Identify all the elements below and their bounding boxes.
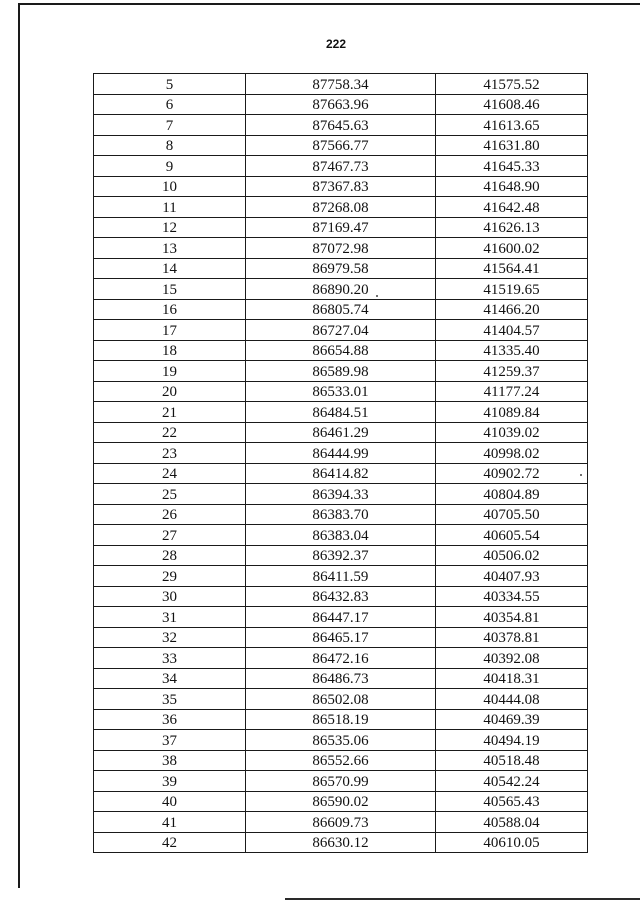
point-number-cell: 8: [94, 135, 246, 156]
table-row: [94, 361, 588, 382]
x-coordinate-cell: 86609.73: [246, 812, 436, 833]
x-coordinate-cell: 86447.17: [246, 607, 436, 628]
y-coordinate-cell: 40998.02: [436, 443, 588, 464]
x-coordinate-cell: 86432.83: [246, 586, 436, 607]
y-coordinate-cell: 41575.52: [436, 74, 588, 95]
point-number-cell: 9: [94, 156, 246, 177]
point-number-cell: 42: [94, 832, 246, 853]
x-coordinate-cell: 86589.98: [246, 361, 436, 382]
y-coordinate-cell: 41177.24: [436, 381, 588, 402]
point-number-cell: 25: [94, 484, 246, 505]
table-row: [94, 422, 588, 443]
table-row: [94, 156, 588, 177]
y-coordinate-cell: 40494.19: [436, 730, 588, 751]
table-row: [94, 279, 588, 300]
y-coordinate-cell: 41466.20: [436, 299, 588, 320]
table-row: [94, 320, 588, 341]
x-coordinate-cell: 86654.88: [246, 340, 436, 361]
y-coordinate-cell: 40354.81: [436, 607, 588, 628]
x-coordinate-cell: 86630.12: [246, 832, 436, 853]
x-coordinate-cell: 86484.51: [246, 402, 436, 423]
point-number-cell: 23: [94, 443, 246, 464]
table-row: [94, 197, 588, 218]
table-row: [94, 525, 588, 546]
y-coordinate-cell: 41608.46: [436, 94, 588, 115]
point-number-cell: 35: [94, 689, 246, 710]
point-number-cell: 16: [94, 299, 246, 320]
x-coordinate-cell: 86727.04: [246, 320, 436, 341]
y-coordinate-cell: 41642.48: [436, 197, 588, 218]
y-coordinate-cell: 41631.80: [436, 135, 588, 156]
point-number-cell: 12: [94, 217, 246, 238]
point-number-cell: 32: [94, 627, 246, 648]
x-coordinate-cell: 86805.74: [246, 299, 436, 320]
point-number-cell: 18: [94, 340, 246, 361]
table-row: [94, 689, 588, 710]
x-coordinate-cell: 87645.63: [246, 115, 436, 136]
x-coordinate-cell: 87072.98: [246, 238, 436, 259]
point-number-cell: 22: [94, 422, 246, 443]
point-number-cell: 29: [94, 566, 246, 587]
point-number-cell: 36: [94, 709, 246, 730]
table-row: [94, 74, 588, 95]
point-number-cell: 7: [94, 115, 246, 136]
y-coordinate-cell: 40378.81: [436, 627, 588, 648]
scan-speck: [376, 295, 378, 297]
point-number-cell: 21: [94, 402, 246, 423]
point-number-cell: 31: [94, 607, 246, 628]
y-coordinate-cell: 41404.57: [436, 320, 588, 341]
point-number-cell: 10: [94, 176, 246, 197]
x-coordinate-cell: 86414.82: [246, 463, 436, 484]
y-coordinate-cell: 40605.54: [436, 525, 588, 546]
x-coordinate-cell: 86552.66: [246, 750, 436, 771]
y-coordinate-cell: 41089.84: [436, 402, 588, 423]
y-coordinate-cell: 40610.05: [436, 832, 588, 853]
x-coordinate-cell: 86392.37: [246, 545, 436, 566]
y-coordinate-cell: 41626.13: [436, 217, 588, 238]
table-row: [94, 217, 588, 238]
y-coordinate-cell: 40518.48: [436, 750, 588, 771]
y-coordinate-cell: 40542.24: [436, 771, 588, 792]
point-number-cell: 19: [94, 361, 246, 382]
x-coordinate-cell: 87169.47: [246, 217, 436, 238]
x-coordinate-cell: 86472.16: [246, 648, 436, 669]
table-row: [94, 340, 588, 361]
y-coordinate-cell: 41259.37: [436, 361, 588, 382]
x-coordinate-cell: 87663.96: [246, 94, 436, 115]
page-number: 222: [325, 37, 347, 51]
table-row: [94, 443, 588, 464]
point-number-cell: 24: [94, 463, 246, 484]
x-coordinate-cell: 86533.01: [246, 381, 436, 402]
table-row: [94, 238, 588, 259]
table-row: [94, 607, 588, 628]
y-coordinate-cell: 40506.02: [436, 545, 588, 566]
y-coordinate-cell: 41519.65: [436, 279, 588, 300]
x-coordinate-cell: 87367.83: [246, 176, 436, 197]
point-number-cell: 27: [94, 525, 246, 546]
point-number-cell: 15: [94, 279, 246, 300]
x-coordinate-cell: 86383.70: [246, 504, 436, 525]
x-coordinate-cell: 87758.34: [246, 74, 436, 95]
point-number-cell: 33: [94, 648, 246, 669]
y-coordinate-cell: 41648.90: [436, 176, 588, 197]
x-coordinate-cell: 86518.19: [246, 709, 436, 730]
y-coordinate-cell: 40407.93: [436, 566, 588, 587]
table-row: [94, 648, 588, 669]
x-coordinate-cell: 86502.08: [246, 689, 436, 710]
x-coordinate-cell: 86979.58: [246, 258, 436, 279]
x-coordinate-cell: 86444.99: [246, 443, 436, 464]
y-coordinate-cell: 41564.41: [436, 258, 588, 279]
y-coordinate-cell: 41039.02: [436, 422, 588, 443]
point-number-cell: 39: [94, 771, 246, 792]
y-coordinate-cell: 41645.33: [436, 156, 588, 177]
scan-border-top: [18, 3, 640, 5]
x-coordinate-cell: 86486.73: [246, 668, 436, 689]
y-coordinate-cell: 40334.55: [436, 586, 588, 607]
point-number-cell: 40: [94, 791, 246, 812]
coordinate-table-container: [93, 73, 588, 853]
table-row: [94, 709, 588, 730]
y-coordinate-cell: 40418.31: [436, 668, 588, 689]
x-coordinate-cell: 86590.02: [246, 791, 436, 812]
point-number-cell: 13: [94, 238, 246, 259]
x-coordinate-cell: 87566.77: [246, 135, 436, 156]
point-number-cell: 37: [94, 730, 246, 751]
x-coordinate-cell: 86394.33: [246, 484, 436, 505]
y-coordinate-cell: 40392.08: [436, 648, 588, 669]
table-row: [94, 258, 588, 279]
table-row: [94, 627, 588, 648]
x-coordinate-cell: 86535.06: [246, 730, 436, 751]
point-number-cell: 26: [94, 504, 246, 525]
point-number-cell: 30: [94, 586, 246, 607]
x-coordinate-cell: 86570.99: [246, 771, 436, 792]
table-row: [94, 115, 588, 136]
y-coordinate-cell: 40565.43: [436, 791, 588, 812]
table-row: [94, 504, 588, 525]
y-coordinate-cell: 41335.40: [436, 340, 588, 361]
y-coordinate-cell: 40705.50: [436, 504, 588, 525]
table-row: [94, 730, 588, 751]
table-row: [94, 812, 588, 833]
y-coordinate-cell: 40588.04: [436, 812, 588, 833]
point-number-cell: 41: [94, 812, 246, 833]
y-coordinate-cell: 41600.02: [436, 238, 588, 259]
table-row: [94, 94, 588, 115]
point-number-cell: 17: [94, 320, 246, 341]
point-number-cell: 20: [94, 381, 246, 402]
table-body: [94, 74, 588, 853]
y-coordinate-cell: 40469.39: [436, 709, 588, 730]
table-row: [94, 381, 588, 402]
x-coordinate-cell: 86461.29: [246, 422, 436, 443]
x-coordinate-cell: 86890.20: [246, 279, 436, 300]
point-number-cell: 28: [94, 545, 246, 566]
scan-border-left: [18, 3, 20, 888]
x-coordinate-cell: 86383.04: [246, 525, 436, 546]
table-row: [94, 545, 588, 566]
scan-border-bottom: [285, 898, 640, 900]
point-number-cell: 14: [94, 258, 246, 279]
table-row: [94, 586, 588, 607]
point-number-cell: 6: [94, 94, 246, 115]
y-coordinate-cell: 40444.08: [436, 689, 588, 710]
table-row: [94, 791, 588, 812]
table-row: [94, 463, 588, 484]
x-coordinate-cell: 87268.08: [246, 197, 436, 218]
table-row: [94, 299, 588, 320]
table-row: [94, 135, 588, 156]
x-coordinate-cell: 86411.59: [246, 566, 436, 587]
table-row: [94, 484, 588, 505]
point-number-cell: 5: [94, 74, 246, 95]
y-coordinate-cell: 40902.72: [436, 463, 588, 484]
table-row: [94, 832, 588, 853]
y-coordinate-cell: 40804.89: [436, 484, 588, 505]
point-number-cell: 38: [94, 750, 246, 771]
table-row: [94, 750, 588, 771]
scan-speck: [580, 474, 582, 476]
table-row: [94, 176, 588, 197]
table-row: [94, 668, 588, 689]
point-number-cell: 34: [94, 668, 246, 689]
x-coordinate-cell: 87467.73: [246, 156, 436, 177]
table-row: [94, 771, 588, 792]
point-number-cell: 11: [94, 197, 246, 218]
table-row: [94, 566, 588, 587]
y-coordinate-cell: 41613.65: [436, 115, 588, 136]
coordinate-table: [93, 73, 588, 853]
table-row: [94, 402, 588, 423]
x-coordinate-cell: 86465.17: [246, 627, 436, 648]
